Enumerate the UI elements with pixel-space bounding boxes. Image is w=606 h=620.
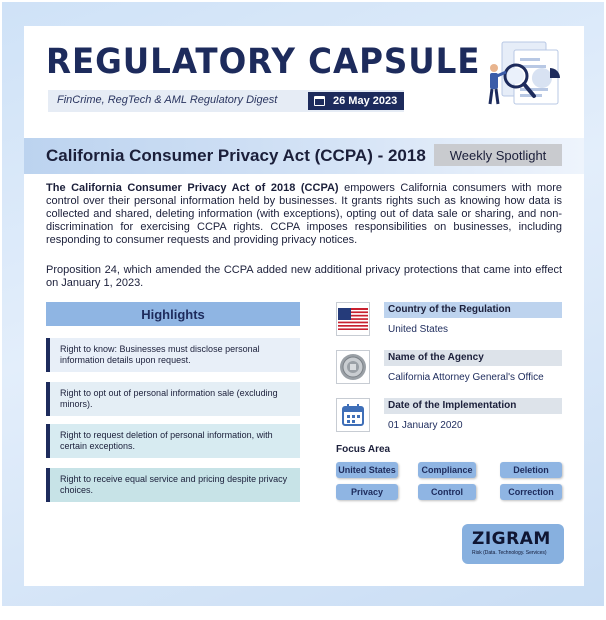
zigram-logo <box>462 524 564 564</box>
focus-chip: Correction <box>500 484 562 500</box>
page-title: REGULATORY CAPSULE <box>46 42 481 82</box>
implementation-label: Date of the Implementation <box>384 398 562 414</box>
us-flag-icon <box>336 302 370 336</box>
logo-tagline: Risk (Data. Technology. Services) <box>472 550 547 556</box>
subtitle-bar <box>48 90 404 112</box>
agency-value: California Attorney General's Office <box>388 372 544 383</box>
analytics-magnifier-illustration <box>484 38 572 116</box>
highlight-item: Right to receive equal service and pricing despite privacy choices. <box>46 468 300 502</box>
highlights-heading: Highlights <box>46 302 300 326</box>
logo-name: ZIGRAM <box>472 529 551 549</box>
date-badge <box>308 92 404 110</box>
topic-band <box>24 138 584 174</box>
focus-area-title: Focus Area <box>336 444 391 455</box>
focus-chip: Compliance <box>418 462 476 478</box>
highlight-item: Right to know: Businesses must disclose personal information details upon request. <box>46 338 300 372</box>
calendar-icon <box>336 398 370 432</box>
focus-chip: Privacy <box>336 484 398 500</box>
weekly-spotlight-tag: Weekly Spotlight <box>434 144 562 166</box>
focus-chip: Deletion <box>500 462 562 478</box>
highlight-item: Right to request deletion of personal information, with certain exceptions. <box>46 424 300 458</box>
country-label: Country of the Regulation <box>384 302 562 318</box>
agency-label: Name of the Agency <box>384 350 562 366</box>
capsule-card <box>24 26 584 586</box>
seal-icon <box>336 350 370 384</box>
intro-text: empowers California consumers with more control over their personal information held by businesses. It grants rights such as knowing how data is collected and shared, deleting information (with exceptions), opting out of data sale or sharing, and non-discrimination for exercising CCPA rights. CCPA imposes responsibilities on businesses, including responding to consumer requests and providing privacy notices. <box>46 182 562 246</box>
subtitle: FinCrime, RegTech & AML Regulatory Digest <box>57 94 278 106</box>
country-value: United States <box>388 324 449 335</box>
highlight-item: Right to opt out of personal information sale (excluding minors). <box>46 382 300 416</box>
intro-paragraph <box>46 182 562 247</box>
implementation-value: 01 January 2020 <box>388 420 463 431</box>
intro-bold: The California Consumer Privacy Act of 2018 (CCPA) <box>46 182 339 194</box>
focus-chip: Control <box>418 484 476 500</box>
page-frame <box>2 2 604 606</box>
calendar-icon <box>314 96 325 106</box>
topic-title: California Consumer Privacy Act (CCPA) - 2018 <box>46 146 426 165</box>
focus-chip: United States <box>336 462 398 478</box>
date-text: 26 May 2023 <box>333 95 398 107</box>
proposition-paragraph: Proposition 24, which amended the CCPA added new additional privacy protections that came into effect on January 1, 2023. <box>46 264 562 289</box>
